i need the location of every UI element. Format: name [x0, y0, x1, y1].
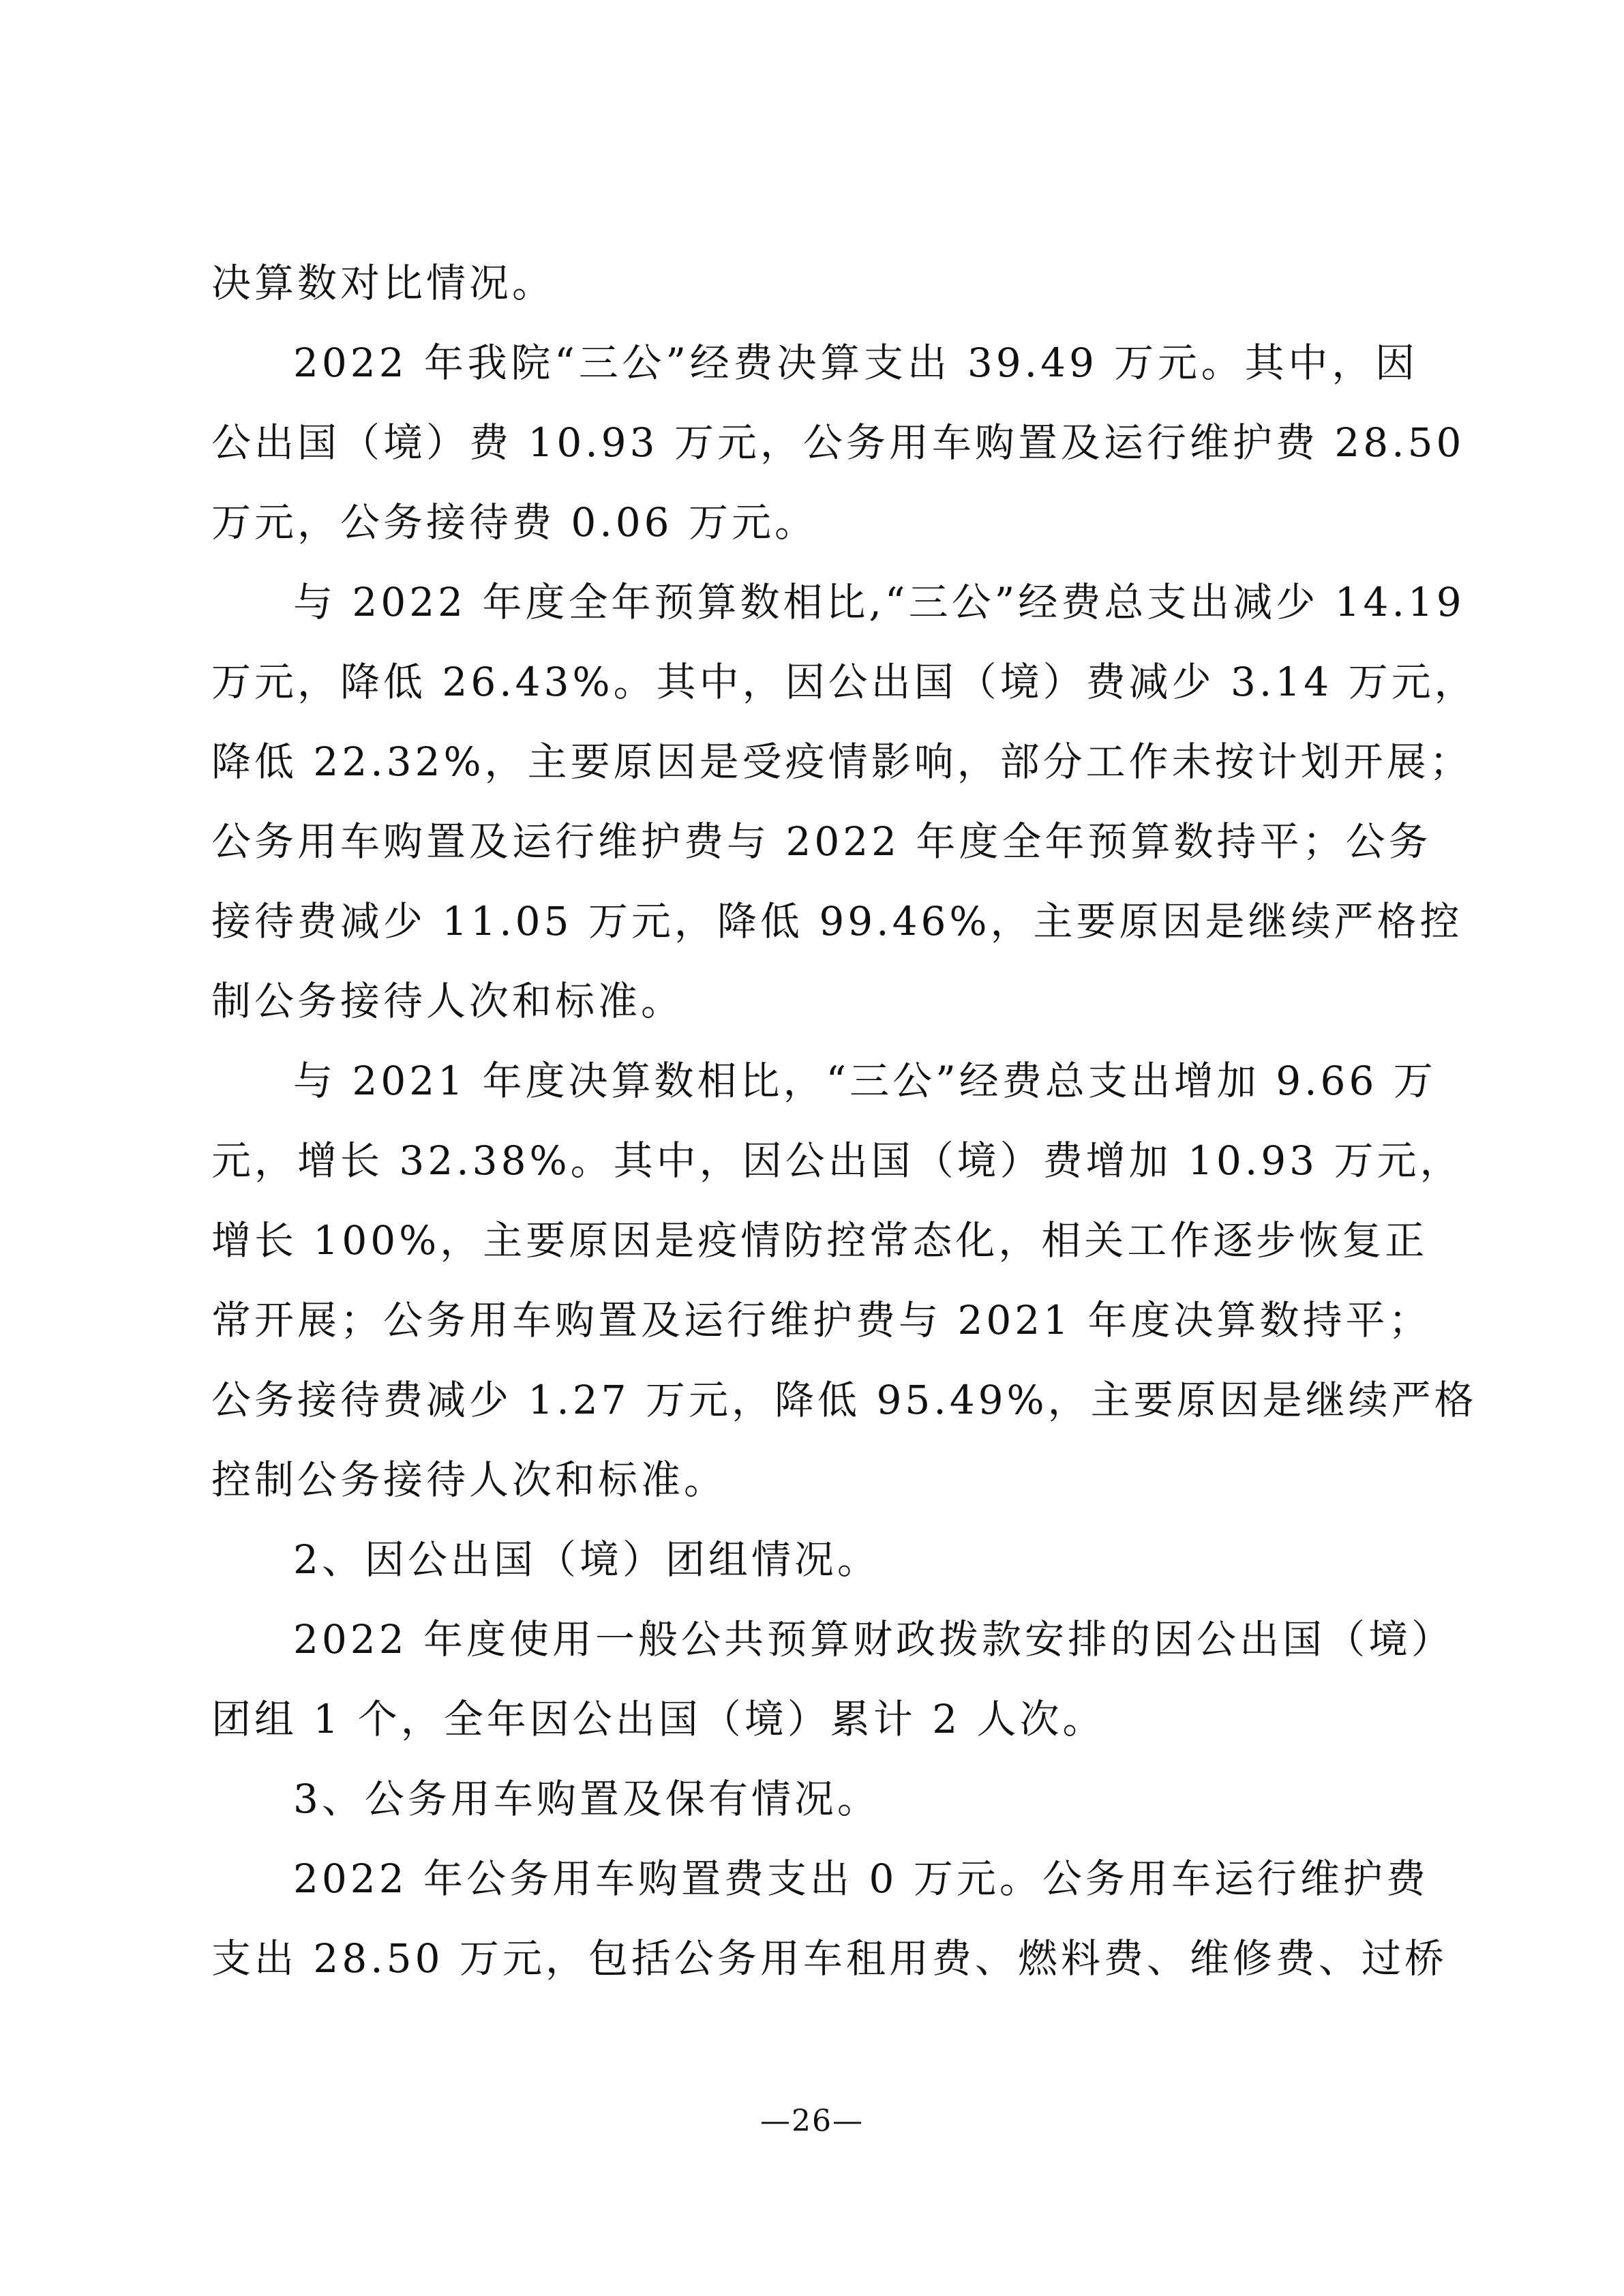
text-line-19: 团组 1 个，全年因公出国（境）累计 2 人次。 — [211, 1696, 1106, 1742]
text-line-5: 与 2022 年度全年预算数相比,“三公”经费总支出减少 14.19 — [293, 579, 1465, 625]
page-number: —26— — [760, 2104, 864, 2138]
text-line-11: 与 2021 年度决算数相比，“三公”经费总支出增加 9.66 万 — [293, 1058, 1437, 1104]
text-line-14: 常开展；公务用车购置及运行维护费与 2021 年度决算数持平； — [211, 1297, 1432, 1343]
text-line-21: 2022 年公务用车购置费支出 0 万元。公务用车运行维护费 — [293, 1855, 1429, 1902]
text-line-3: 公出国（境）费 10.93 万元，公务用车购置及运行维护费 28.50 — [211, 419, 1465, 466]
text-line-10: 制公务接待人次和标准。 — [211, 978, 685, 1024]
text-line-22: 支出 28.50 万元，包括公务用车租用费、燃料费、维修费、过桥 — [211, 1935, 1447, 1982]
text-line-9: 接待费减少 11.05 万元，降低 99.46%，主要原因是继续严格控 — [211, 898, 1463, 944]
text-line-16: 控制公务接待人次和标准。 — [211, 1457, 727, 1503]
text-line-8: 公务用车购置及运行维护费与 2022 年度全年预算数持平；公务 — [211, 818, 1432, 865]
text-line-13: 增长 100%，主要原因是疫情防控常态化，相关工作逐步恢复正 — [211, 1217, 1428, 1264]
text-line-18: 2022 年度使用一般公共预算财政拨款安排的因公出国（境） — [293, 1616, 1455, 1663]
section-heading-3: 3、公务用车购置及保有情况。 — [293, 1776, 880, 1822]
text-line-12: 元，增长 32.38%。其中，因公出国（境）费增加 10.93 万元， — [211, 1137, 1463, 1184]
text-line-1: 决算数对比情况。 — [211, 260, 556, 306]
text-line-4: 万元，公务接待费 0.06 万元。 — [211, 499, 818, 546]
text-line-15: 公务接待费减少 1.27 万元，降低 95.49%，主要原因是继续严格 — [211, 1377, 1477, 1423]
text-line-6: 万元，降低 26.43%。其中，因公出国（境）费减少 3.14 万元， — [211, 659, 1477, 705]
text-line-2: 2022 年我院“三公”经费决算支出 39.49 万元。其中，因 — [293, 340, 1418, 386]
text-line-7: 降低 22.32%，主要原因是受疫情影响，部分工作未按计划开展； — [211, 739, 1473, 785]
section-heading-2: 2、因公出国（境）团组情况。 — [293, 1536, 880, 1583]
